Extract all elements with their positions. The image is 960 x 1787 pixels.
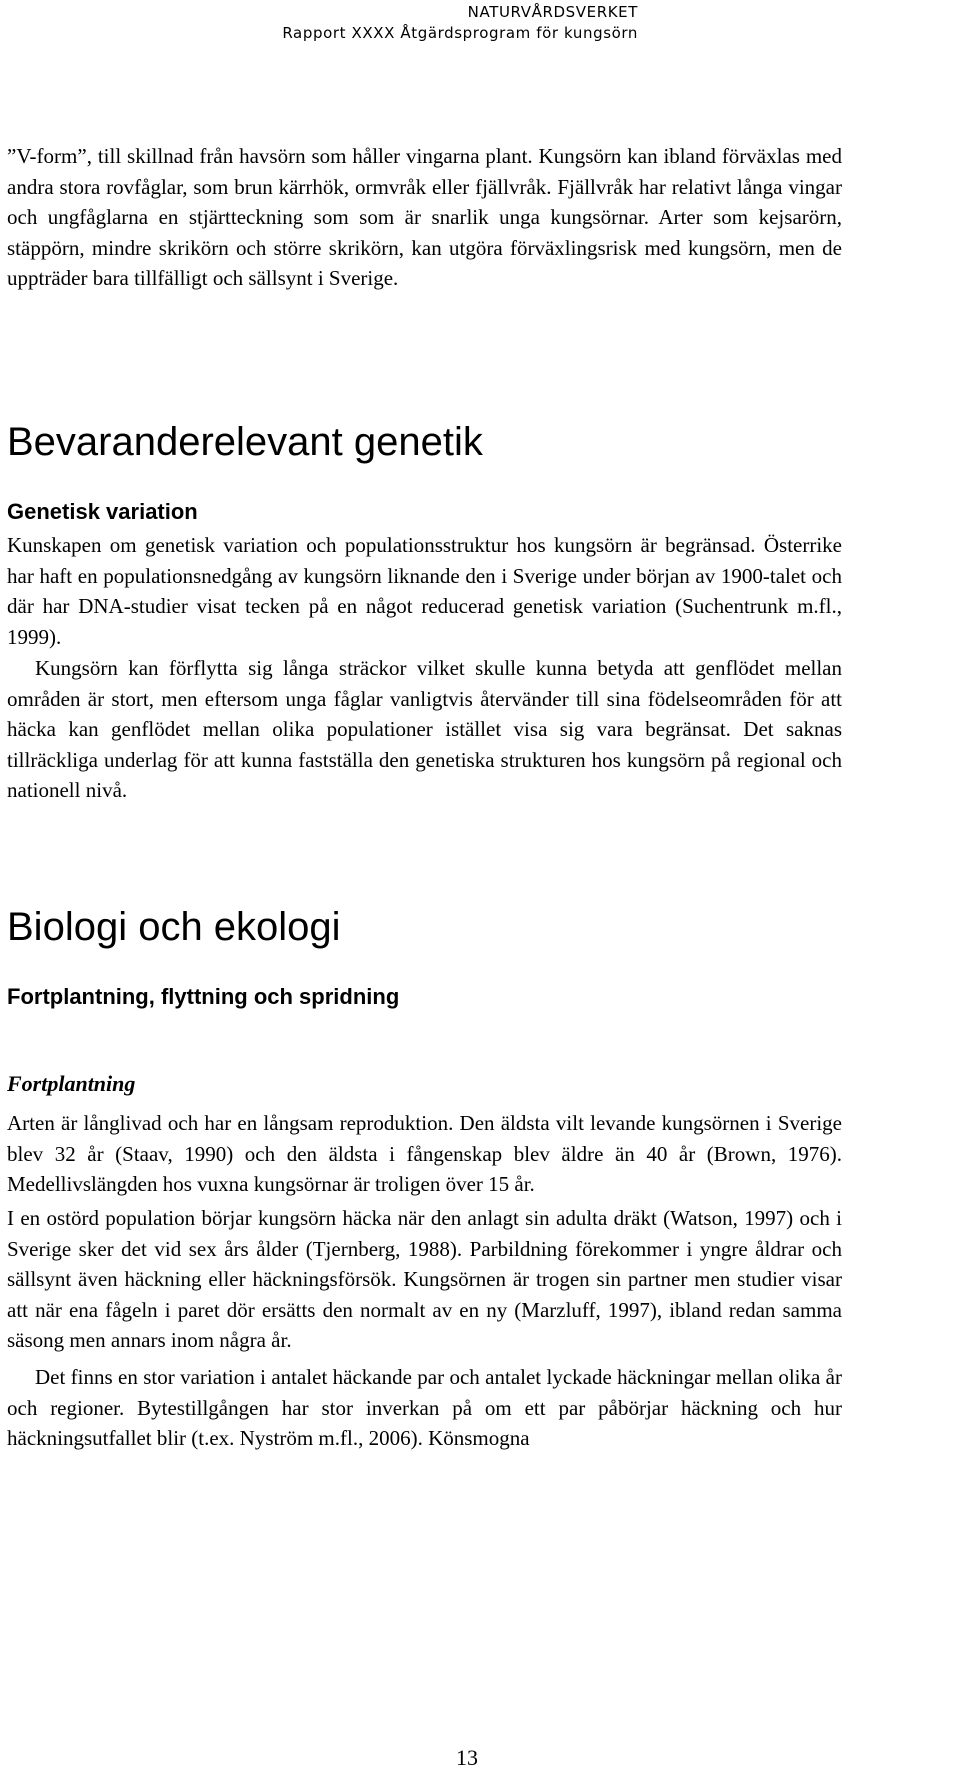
fortplantning-paragraph-1: Arten är långlivad och har en långsam reproduktion. Den äldsta vilt levande kungsörnen i Sverige blev 32 år (Staav, 1990) och den äldsta i fångenskap blev äldre än 40 år (Brown, 1976). Medellivslängden hos vuxna kungsörnar är troligen över 15 år. [7,1111,842,1197]
subsection-title-fortplantning-flyttning: Fortplantning, flyttning och spridning [7,984,400,1009]
page-number: 13 [456,1745,478,1770]
fortplantning-paragraph-3: Det finns en stor variation i antalet häckande par och antalet lyckade häckningar mellan olika år och regioner. Bytestillgången har stor inverkan på om ett par påbörjar häckning och hur häckningsutfallet blir (t.ex. Nyström m.fl., 2006). Könsmogna [7,1365,842,1451]
section-title-biologi: Biologi och ekologi [7,905,341,949]
page-header [282,2,638,44]
subsubsection-title-fortplantning: Fortplantning [7,1071,136,1096]
subsection-title-genetisk-variation: Genetisk variation [7,499,198,524]
genetik-paragraph-2: Kungsörn kan förflytta sig långa sträckor vilket skulle kunna betyda att genflödet mellan områden är stort, men eftersom unga fåglar vanligtvis återvänder till sina födelseområden för att häcka kan genflödet mellan olika populationer istället visa sig vara begränsat. Det saknas tillräckliga underlag för att kunna fastställa den genetiska strukturen hos kungsörn på regional och nationell nivå. [7,656,842,803]
header-org: NATURVÅRDSVERKET [467,3,638,21]
genetik-paragraph-1: Kunskapen om genetisk variation och populationsstruktur hos kungsörn är begränsad. Österrike har haft en populationsnedgång av kungsörn liknande den i Sverige under början av 1900-talet och där har DNA-studier visat tecken på en något reducerad genetisk variation (Suchentrunk m.fl., 1999). [7,533,842,649]
header-report-title: Rapport XXXX Åtgärdsprogram för kungsörn [282,24,638,42]
intro-paragraph: ”V-form”, till skillnad från havsörn som håller vingarna plant. Kungsörn kan ibland förväxlas med andra stora rovfåglar, som brun kärrhök, ormvråk eller fjällvråk. Fjällvråk har relativt långa vingar och ungfåglarna en stjärtteckning som som är snarlik unga kungsörnar. Arter som kejsarörn, stäppörn, mindre skrikörn och större skrikörn, kan utgöra förväxlingsrisk med kungsörn, men de uppträder bara tillfälligt och sällsynt i Sverige. [7,144,842,291]
fortplantning-paragraph-2: I en ostörd population börjar kungsörn häcka när den anlagt sin adulta dräkt (Watson, 1997) och i Sverige sker det vid sex års ålder (Tjernberg, 1988). Parbildning förekommer i yngre åldrar och sällsynt även häckning eller häckningsförsök. Kungsörnen är trogen sin partner men studier visar att när ena fågeln i paret dör ersätts den normalt av en ny (Marzluff, 1997), ibland redan samma säsong men annars inom några år. [7,1206,842,1353]
section-title-genetik: Bevaranderelevant genetik [7,420,483,464]
